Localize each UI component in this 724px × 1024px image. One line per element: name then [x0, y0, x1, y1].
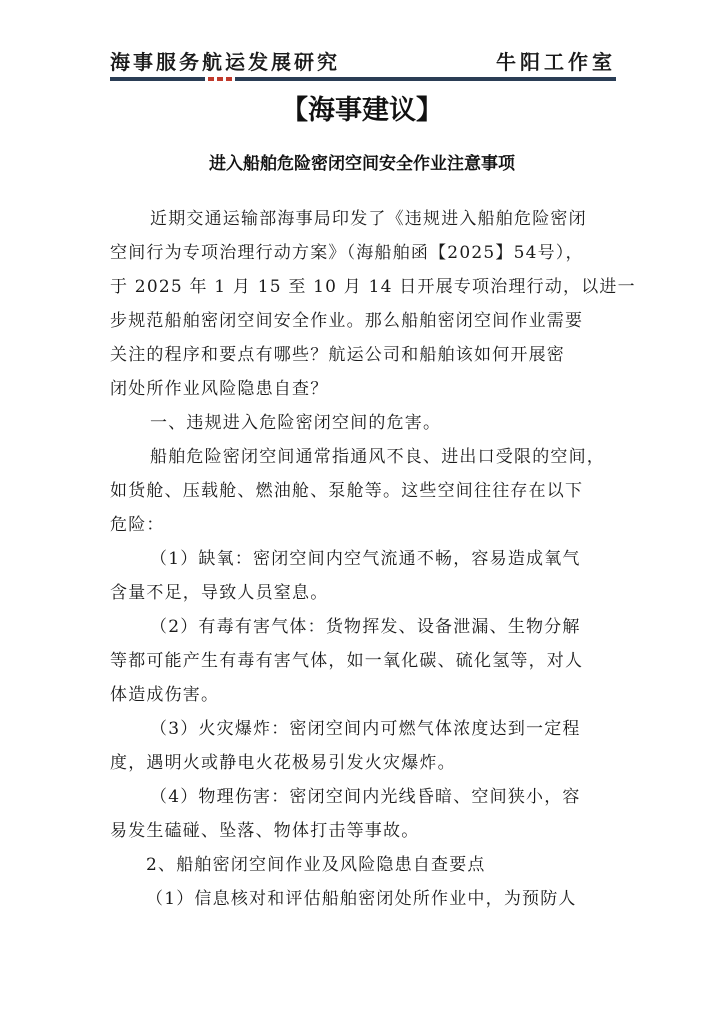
- body-line: 船舶危险密闭空间通常指通风不良、进出口受限的空间，: [150, 447, 605, 467]
- list-item: （4）物理伤害：密闭空间内光线昏暗、空间狭小，容: [150, 787, 581, 807]
- header-rule-segment: [235, 77, 616, 81]
- document-title: 进入船舶危险密闭空间安全作业注意事项: [209, 154, 515, 174]
- header-rule-accent: [208, 77, 214, 81]
- list-item: （3）火灾爆炸：密闭空间内可燃气体浓度达到一定程: [150, 719, 581, 739]
- body-line: 闭处所作业风险隐患自查？: [110, 379, 329, 399]
- list-item: （2）有毒有害气体：货物挥发、设备泄漏、生物分解: [150, 617, 581, 637]
- body-line: 关注的程序和要点有哪些？航运公司和船舶该如何开展密: [110, 345, 565, 365]
- header-studio-name: 牛阳工作室: [496, 50, 616, 74]
- list-item: （1）信息核对和评估船舶密闭处所作业中，为预防人: [146, 889, 577, 909]
- list-item: （1）缺氧：密闭空间内空气流通不畅，容易造成氧气: [150, 549, 581, 569]
- header-rule: [110, 77, 616, 81]
- body-line: 于 2025 年 1 月 15 至 10 月 14 日开展专项治理行动，以进一: [110, 277, 636, 297]
- body-line: 含量不足，导致人员窒息。: [110, 583, 329, 603]
- header-rule-accent: [217, 77, 223, 81]
- body-line: 体造成伤害。: [110, 685, 220, 705]
- body-line: 近期交通运输部海事局印发了《违规进入船舶危险密闭: [150, 209, 587, 229]
- body-line: 易发生磕碰、坠落、物体打击等事故。: [110, 821, 420, 841]
- header-publication-name: 海事服务航运发展研究: [110, 50, 340, 74]
- section-label: 【海事建议】: [281, 95, 443, 126]
- body-line: 度，遇明火或静电火花极易引发火灾爆炸。: [110, 753, 456, 773]
- page-header: [110, 44, 616, 74]
- body-line: 危险：: [110, 515, 165, 535]
- header-rule-accent: [226, 77, 232, 81]
- body-line: 步规范船舶密闭空间安全作业。那么船舶密闭空间作业需要: [110, 311, 584, 331]
- section-heading: 一、违规进入危险密闭空间的危害。: [150, 413, 442, 433]
- body-line: 如货舱、压载舱、燃油舱、泵舱等。这些空间往往存在以下: [110, 481, 584, 501]
- header-rule-segment: [110, 77, 205, 81]
- body-line: 等都可能产生有毒有害气体，如一氧化碳、硫化氢等，对人: [110, 651, 584, 671]
- body-line: 空间行为专项治理行动方案》（海船舶函【2025】54号），: [110, 243, 584, 263]
- section-heading: 2、船舶密闭空间作业及风险隐患自查要点: [146, 855, 486, 875]
